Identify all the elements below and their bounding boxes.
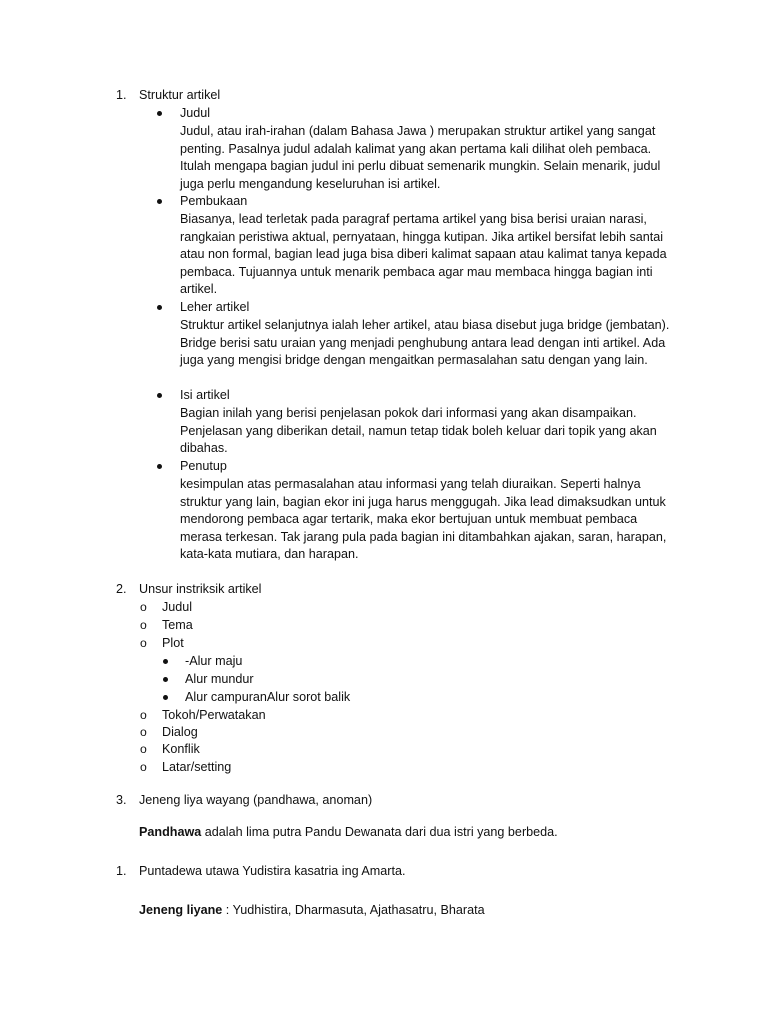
sub-item-label: Alur mundur bbox=[185, 672, 254, 686]
list-number: 1. bbox=[116, 864, 127, 878]
item-paragraph: Judul, atau irah-irahan (dalam Bahasa Jawa ) merupakan struktur artikel yang sangat penting. Pasalnya judul adalah kalimat yang akan pertama kali dilihat oleh pembaca. Itulah mengapa bagian judul ini perlu dibuat semenarik mungkin. Selain menarik, judul juga perlu mengandung keseluruhan isi artikel. bbox=[180, 124, 661, 191]
circle-bullet-icon: o bbox=[140, 600, 147, 614]
section-title: Jeneng liya wayang (pandhawa, anoman) bbox=[139, 793, 373, 807]
item-label: Isi artikel bbox=[180, 388, 230, 402]
circle-bullet-icon: o bbox=[140, 636, 147, 650]
paragraph bbox=[139, 902, 485, 920]
bullet-icon bbox=[157, 464, 162, 469]
item-label: Tokoh/Perwatakan bbox=[162, 708, 266, 722]
sub-item-label: -Alur maju bbox=[185, 654, 243, 668]
bullet-icon bbox=[157, 393, 162, 398]
list-number: 3. bbox=[116, 793, 127, 807]
circle-bullet-icon: o bbox=[140, 760, 147, 774]
circle-bullet-icon: o bbox=[140, 742, 147, 756]
circle-bullet-icon: o bbox=[140, 708, 147, 722]
section-title: Struktur artikel bbox=[139, 88, 221, 102]
paragraph-text: adalah lima putra Pandu Dewanata dari dua istri yang berbeda. bbox=[201, 825, 558, 839]
list-number: 1. bbox=[116, 88, 127, 102]
item-paragraph: Struktur artikel selanjutnya ialah leher artikel, atau biasa disebut juga bridge (jembatan). Bridge berisi satu uraian yang menjadi penghubung antara lead dengan inti artikel. Ada juga yang mengisi bridge dengan mengaitkan permasalahan satu dengan yang lain. bbox=[180, 318, 670, 368]
item-label: Leher artikel bbox=[180, 300, 250, 314]
bullet-icon bbox=[157, 111, 162, 116]
item-label: Tema bbox=[162, 618, 193, 632]
section-title: Puntadewa utawa Yudistira kasatria ing Amarta. bbox=[139, 864, 406, 878]
bullet-icon bbox=[163, 695, 168, 700]
bullet-icon bbox=[163, 659, 168, 664]
item-label: Dialog bbox=[162, 725, 198, 739]
item-label: Judul bbox=[180, 106, 211, 120]
bold-term: Jeneng liyane bbox=[139, 903, 223, 917]
item-label: Pembukaan bbox=[180, 194, 248, 208]
item-paragraph: kesimpulan atas permasalahan atau informasi yang telah diuraikan. Seperti halnya struktur yang lain, bagian ekor ini juga harus menggugah. Jika lead dimaksudkan untuk mendorong pembaca agar tertarik, maka ekor bertujuan untuk membuat pembaca merasa terkesan. Tak jarang pula pada bagian ini ditambahkan ajakan, saran, harapan, kata-kata mutiara, dan harapan. bbox=[180, 477, 667, 562]
item-label: Judul bbox=[162, 600, 193, 614]
item-paragraph: Biasanya, lead terletak pada paragraf pertama artikel yang bisa berisi uraian narasi, rangkaian peristiwa aktual, pernyataan, hingga kutipan. Jika artikel bersifat lebih santai atau non formal, bagian lead juga bisa diberi kalimat sapaan atau kalimat tanya kepada pembaca. Tujuannya untuk menarik pembaca agar mau membaca hingga bagian inti artikel. bbox=[180, 212, 667, 297]
section-title: Unsur instriksik artikel bbox=[139, 582, 262, 596]
paragraph bbox=[139, 824, 558, 842]
sub-item-label: Alur campuranAlur sorot balik bbox=[185, 690, 351, 704]
bullet-icon bbox=[157, 305, 162, 310]
item-label: Penutup bbox=[180, 459, 227, 473]
list-number: 2. bbox=[116, 582, 127, 596]
bullet-icon bbox=[157, 199, 162, 204]
item-paragraph: Bagian inilah yang berisi penjelasan pokok dari informasi yang akan disampaikan. Penjelasan yang diberikan detail, namun tetap tidak boleh keluar dari topik yang akan dibahas. bbox=[180, 406, 657, 456]
paragraph-text: : Yudhistira, Dharmasuta, Ajathasatru, Bharata bbox=[222, 903, 485, 917]
bold-term: Pandhawa bbox=[139, 825, 202, 839]
bullet-icon bbox=[163, 677, 168, 682]
item-label: Konflik bbox=[162, 742, 200, 756]
circle-bullet-icon: o bbox=[140, 618, 147, 632]
item-label: Plot bbox=[162, 636, 184, 650]
item-label: Latar/setting bbox=[162, 760, 232, 774]
circle-bullet-icon: o bbox=[140, 725, 147, 739]
